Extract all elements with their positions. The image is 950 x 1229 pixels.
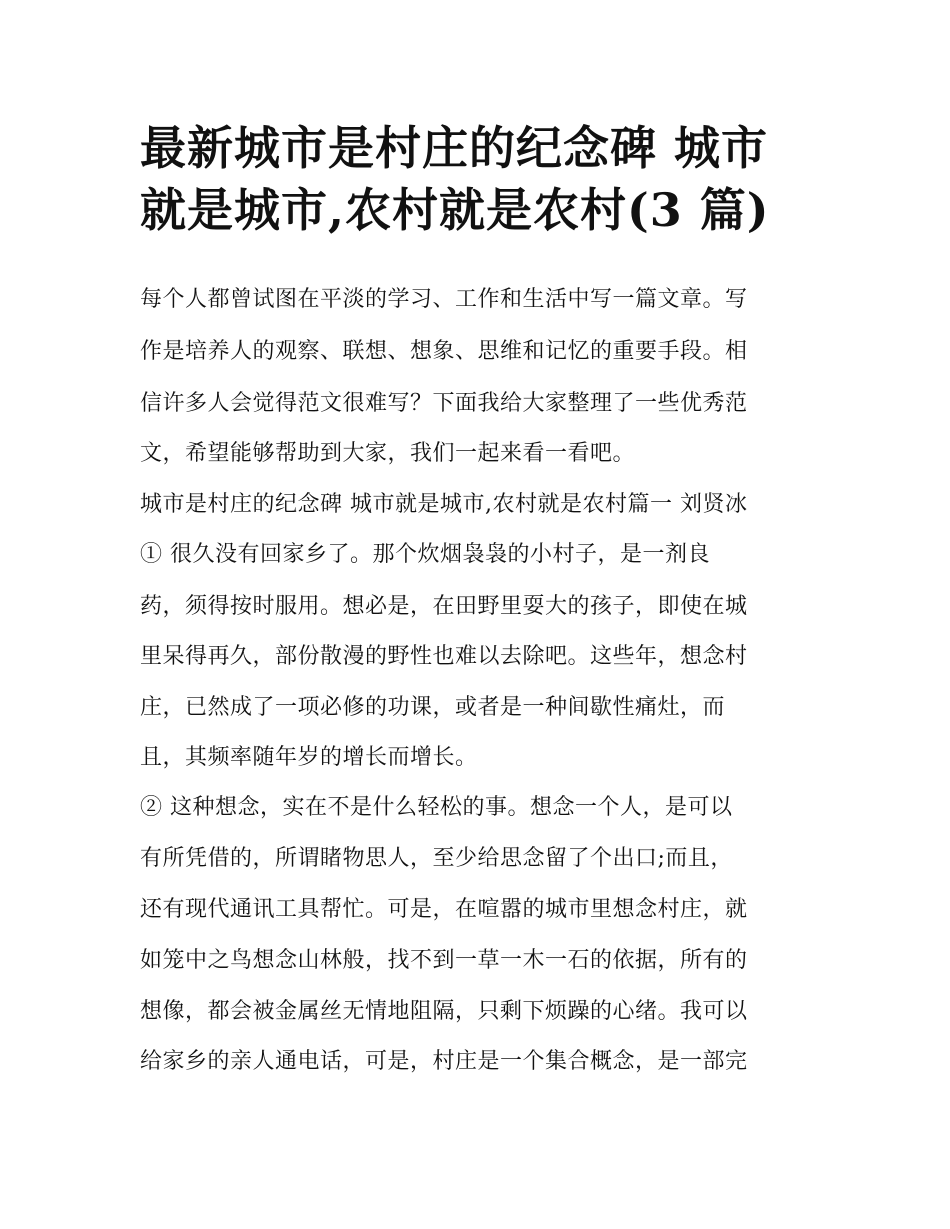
body-line: 里呆得再久，部份散漫的野性也难以去除吧。这些年，想念村 bbox=[140, 644, 748, 669]
title-line-2: 就是城市,农村就是农村(3 篇) bbox=[140, 183, 770, 237]
body-line: 且，其频率随年岁的增长而增长。 bbox=[140, 745, 478, 770]
body-line: 信许多人会觉得范文很难写？下面我给大家整理了一些优秀范 bbox=[140, 391, 748, 416]
title-line-1: 最新城市是村庄的纪念碑 城市 bbox=[140, 121, 769, 175]
body-line: 给家乡的亲人通电话，可是，村庄是一个集合概念，是一部完 bbox=[140, 1049, 748, 1074]
body-line: 作是培养人的观察、联想、想象、思维和记忆的重要手段。相 bbox=[140, 339, 748, 364]
body-line: ① 很久没有回家乡了。那个炊烟袅袅的小村子，是一剂良 bbox=[140, 542, 710, 567]
body-line: 想像，都会被金属丝无情地阻隔，只剩下烦躁的心绪。我可以 bbox=[140, 999, 748, 1024]
body-line: 每个人都曾试图在平淡的学习、工作和生活中写一篇文章。写 bbox=[140, 287, 748, 312]
body-line: 有所凭借的，所谓睹物思人，至少给思念留了个出口;而且， bbox=[140, 846, 733, 871]
body-line: 文，希望能够帮助到大家，我们一起来看一看吧。 bbox=[140, 441, 636, 466]
body-line: ② 这种想念，实在不是什么轻松的事。想念一个人，是可以 bbox=[140, 795, 733, 820]
document-title bbox=[140, 117, 820, 241]
body-line: 如笼中之鸟想念山林般，找不到一草一木一石的依据，所有的 bbox=[140, 948, 748, 973]
body-line: 还有现代通讯工具帮忙。可是，在喧嚣的城市里想念村庄，就 bbox=[140, 897, 748, 922]
body-line: 庄，已然成了一项必修的功课，或者是一种间歇性痛灶，而 bbox=[140, 695, 726, 720]
body-line: 药，须得按时服用。想必是，在田野里耍大的孩子，即使在城 bbox=[140, 594, 748, 619]
body-line: 城市是村庄的纪念碑 城市就是城市,农村就是农村篇一 刘贤冰 bbox=[140, 492, 748, 517]
